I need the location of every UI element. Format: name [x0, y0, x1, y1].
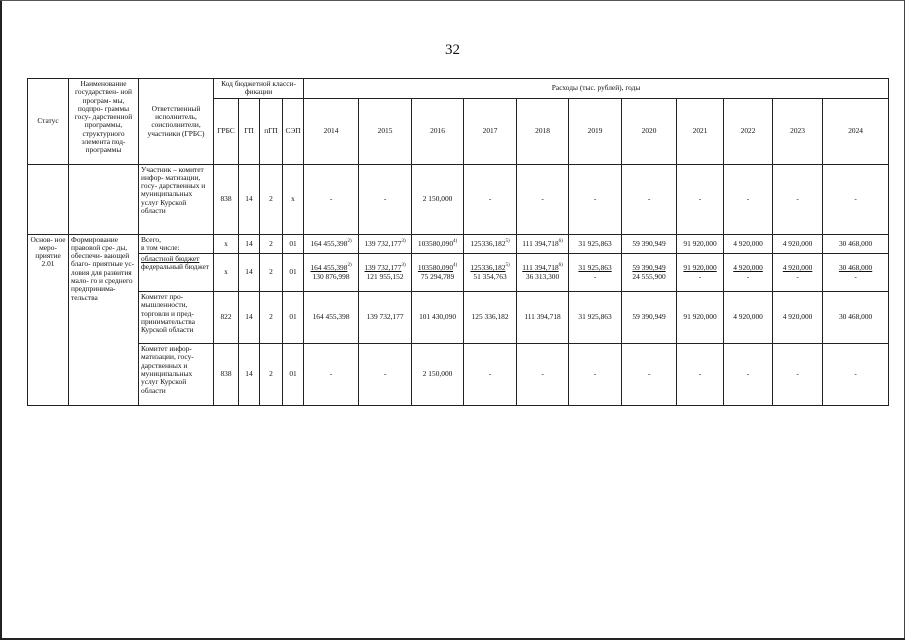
gp-cell: 14: [239, 234, 260, 254]
value-cell: -: [823, 164, 889, 234]
value-text: 121 955,152: [366, 271, 404, 281]
regional-label-line1: областной бюджет: [141, 254, 200, 264]
value-cell: -: [622, 164, 677, 234]
value-cell: -: [569, 344, 622, 406]
footnote-mark: 6): [558, 238, 563, 244]
header-year: 2021: [677, 98, 724, 164]
total-label-line1: Всего,: [141, 234, 161, 244]
header-year: 2018: [517, 98, 569, 164]
table-row: [28, 344, 889, 406]
footnote-mark: 3): [401, 238, 406, 244]
gp-cell: 14: [239, 164, 260, 234]
header-year: 2023: [773, 98, 823, 164]
sep-cell: х: [283, 164, 304, 234]
value-text: 125336,182: [470, 238, 506, 248]
table-row: [28, 164, 889, 234]
sep-cell: 01: [283, 292, 304, 344]
header-code-group: Код бюджетной класси- фикации: [214, 79, 304, 99]
grbs-cell: х: [214, 234, 239, 254]
value-cell: -: [304, 344, 359, 406]
value-cell: -: [773, 344, 823, 406]
value-cell: 4 920,000: [773, 292, 823, 344]
value-text: -: [698, 271, 702, 281]
value-cell: [304, 234, 359, 254]
scan-edge-top: [0, 0, 905, 1]
grbs-cell: 838: [214, 344, 239, 406]
footnote-mark: 5): [505, 238, 510, 244]
sep-cell: 01: [283, 254, 304, 292]
value-cell: -: [823, 344, 889, 406]
value-cell: -: [304, 164, 359, 234]
regional-label: [139, 254, 214, 292]
value-cell: 91 920,000: [677, 292, 724, 344]
value-cell: 125 336,182: [464, 292, 517, 344]
value-text: 125336,182: [470, 263, 506, 273]
value-text: 91 920,000: [683, 263, 717, 273]
status-cell-empty: [28, 164, 69, 234]
header-year: 2024: [823, 98, 889, 164]
total-label-line2: в том числе:: [141, 242, 180, 252]
value-cell: 164 455,398: [304, 292, 359, 344]
header-year: 2019: [569, 98, 622, 164]
gp-cell: 14: [239, 344, 260, 406]
header-responsible: Ответственный исполнитель, соисполнители, участники (ГРБС): [139, 79, 214, 165]
event-name: Формирование правовой сре- ды, обеспечи- вающей благо- приятные ус- ловия для развития мало- го и среднего предпринима- тельства: [69, 234, 139, 406]
pgp-cell: 2: [260, 234, 283, 254]
value-cell: [464, 234, 517, 254]
sep-cell: 01: [283, 234, 304, 254]
value-cell: [724, 254, 773, 292]
footnote-mark: 5): [505, 263, 510, 269]
value-cell: 4 920,000: [724, 292, 773, 344]
value-text: 130 876,998: [312, 271, 350, 281]
responsible-cell: Комитет про- мышленности, торговли и пред- принимательства Курской области: [139, 292, 214, 344]
value-text: 139 732,177: [364, 263, 402, 273]
value-cell: -: [359, 344, 412, 406]
budget-table: [27, 78, 889, 406]
value-cell: [823, 254, 889, 292]
value-cell: [517, 234, 569, 254]
header-year: 2015: [359, 98, 412, 164]
value-cell: 139 732,177: [359, 292, 412, 344]
total-label: [139, 234, 214, 254]
grbs-cell: 822: [214, 292, 239, 344]
table-row-total: [28, 234, 889, 254]
footnote-mark: 6): [558, 263, 563, 269]
grbs-cell: х: [214, 254, 239, 292]
footnote-mark: 2): [347, 238, 352, 244]
value-cell: -: [517, 164, 569, 234]
header-year: 2016: [412, 98, 464, 164]
value-text: 4 920,000: [782, 263, 813, 273]
value-cell: -: [464, 344, 517, 406]
value-text: 51 354,763: [473, 271, 507, 281]
value-text: 36 313,300: [525, 271, 560, 281]
value-cell: -: [677, 344, 724, 406]
value-cell: [464, 254, 517, 292]
value-cell: [304, 254, 359, 292]
value-text: 111 394,718: [522, 238, 559, 248]
value-text: 30 468,000: [838, 263, 873, 273]
value-cell: 101 430,090: [412, 292, 464, 344]
name-cell-empty: [69, 164, 139, 234]
value-cell: -: [724, 164, 773, 234]
header-status: Статус: [28, 79, 69, 165]
value-text: 31 925,863: [578, 263, 612, 273]
value-text: 164 455,398: [310, 263, 348, 273]
value-text: 164 455,398: [310, 238, 348, 248]
value-text: -: [854, 271, 857, 281]
value-cell: [773, 254, 823, 292]
value-text: -: [593, 271, 597, 281]
page-number: 32: [445, 42, 460, 58]
value-cell: [359, 234, 412, 254]
header-expenses: Расходы (тыс. рублей), годы: [304, 79, 889, 99]
value-text: 75 294,789: [420, 271, 455, 281]
value-text: 24 555,900: [632, 271, 666, 281]
value-text: 59 390,949: [632, 263, 666, 273]
value-cell: -: [677, 164, 724, 234]
pgp-cell: 2: [260, 254, 283, 292]
value-cell: 30 468,000: [823, 292, 889, 344]
gp-cell: 14: [239, 254, 260, 292]
value-cell: [412, 254, 464, 292]
value-cell: 111 394,718: [517, 292, 569, 344]
pgp-cell: 2: [260, 164, 283, 234]
header-year: 2017: [464, 98, 517, 164]
header-sep: СЭП: [283, 98, 304, 164]
value-cell: 30 468,000: [823, 234, 889, 254]
value-cell: -: [359, 164, 412, 234]
value-cell: [412, 234, 464, 254]
footnote-mark: 2): [347, 263, 352, 269]
value-cell: 91 920,000: [677, 234, 724, 254]
value-cell: 2 150,000: [412, 164, 464, 234]
header-name: Наименование государствен- ной програм- мы, подпро- граммы госу- дарственной программы, структурного элемента под- программы: [69, 79, 139, 165]
value-cell: -: [464, 164, 517, 234]
event-status: Основ- ное меро- приятие 2.01: [28, 234, 69, 406]
scan-edge-left: [0, 0, 2, 640]
value-cell: 4 920,000: [724, 234, 773, 254]
pgp-cell: 2: [260, 344, 283, 406]
value-cell: [569, 254, 622, 292]
value-text: -: [746, 271, 750, 281]
table-row: [28, 292, 889, 344]
value-text: -: [796, 271, 799, 281]
value-cell: -: [569, 164, 622, 234]
regional-label-line2: федеральный бюджет: [141, 262, 210, 272]
footnote-mark: 4): [453, 263, 458, 269]
value-cell: 59 390,949: [622, 234, 677, 254]
sep-cell: 01: [283, 344, 304, 406]
value-cell: 31 925,863: [569, 234, 622, 254]
value-text: 139 732,177: [364, 238, 402, 248]
header-row-1: [28, 79, 889, 99]
grbs-cell: 838: [214, 164, 239, 234]
responsible-cell: Комитет инфор- матизации, госу- дарственных и муниципальных услуг Курской области: [139, 344, 214, 406]
value-cell: 59 390,949: [622, 292, 677, 344]
responsible-cell: Участник – комитет инфор- матизации, госу- дарственных и муниципальных услуг Курской области: [139, 164, 214, 234]
header-year: 2020: [622, 98, 677, 164]
value-cell: [517, 254, 569, 292]
header-year: 2014: [304, 98, 359, 164]
value-cell: 31 925,863: [569, 292, 622, 344]
value-text: 103580,090: [417, 238, 454, 248]
header-pgp: пГП: [260, 98, 283, 164]
table-row-regional: [28, 254, 889, 292]
header-year: 2022: [724, 98, 773, 164]
value-cell: [359, 254, 412, 292]
value-cell: -: [517, 344, 569, 406]
value-cell: 2 150,000: [412, 344, 464, 406]
value-cell: -: [622, 344, 677, 406]
value-cell: -: [724, 344, 773, 406]
footnote-mark: 3): [401, 263, 406, 269]
pgp-cell: 2: [260, 292, 283, 344]
gp-cell: 14: [239, 292, 260, 344]
value-cell: [677, 254, 724, 292]
header-gp: ГП: [239, 98, 260, 164]
header-grbs: ГРБС: [214, 98, 239, 164]
value-cell: -: [773, 164, 823, 234]
value-text: 103580,090: [417, 263, 454, 273]
value-cell: [622, 254, 677, 292]
value-text: 4 920,000: [733, 263, 763, 273]
footnote-mark: 4): [453, 238, 458, 244]
value-text: 111 394,718: [522, 263, 559, 273]
value-cell: 4 920,000: [773, 234, 823, 254]
